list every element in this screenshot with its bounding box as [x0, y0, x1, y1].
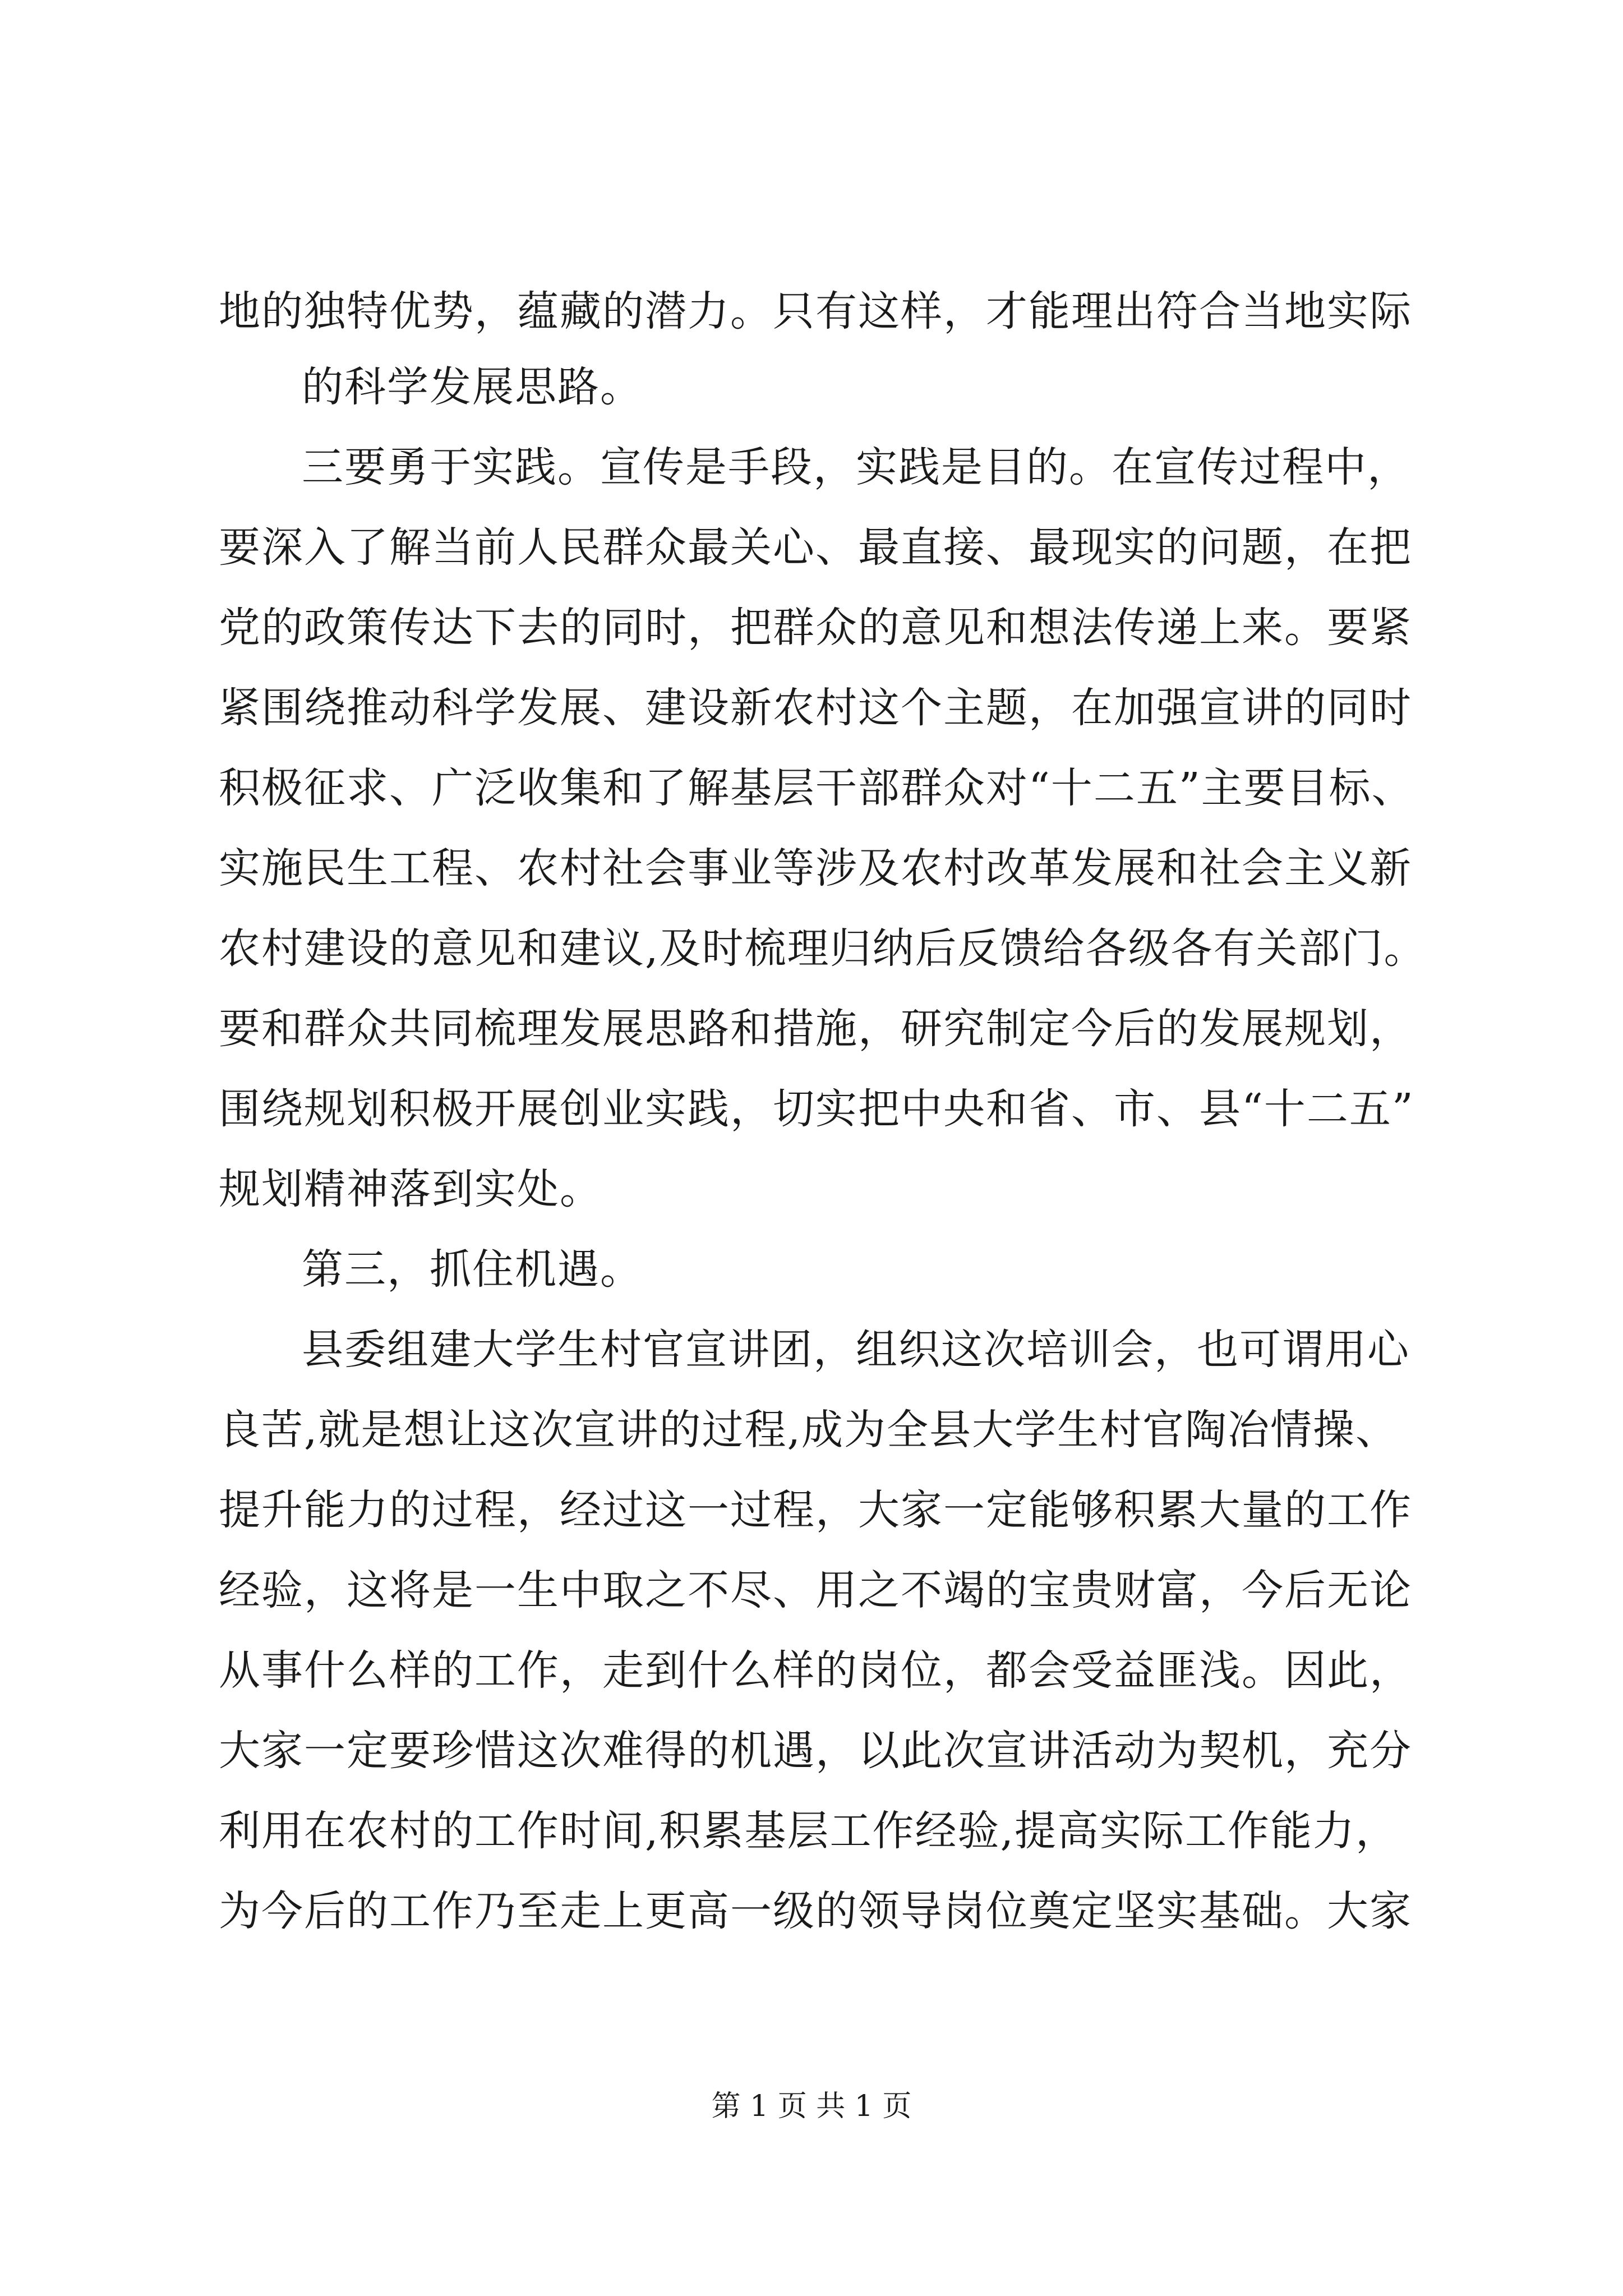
page-number-footer: 第 1 页 共 1 页: [711, 2090, 912, 2123]
body-line-12: 规划精神落到实处。: [219, 1165, 602, 1213]
body-line-9: 农村建设的意见和建议,及时梳理归纳后反馈给各级各有关部门。: [219, 924, 1427, 973]
body-line-1: 地的独特优势，蕴藏的潜力。只有这样，才能理出符合当地实际: [219, 287, 1412, 335]
body-line-6: 紧围绕推动科学发展、建设新农村这个主题，在加强宣讲的同时: [219, 684, 1412, 732]
body-line-18: 从事什么样的工作，走到什么样的岗位，都会受益匪浅。因此，: [219, 1646, 1412, 1695]
body-line-14: 县委组建大学生村官宣讲团，组织这次培训会，也可谓用心: [302, 1326, 1410, 1374]
body-line-3: 三要勇于实践。宣传是手段，实践是目的。在宣传过程中，: [302, 443, 1410, 491]
body-line-21: 为今后的工作乃至走上更高一级的领导岗位奠定坚实基础。大家: [219, 1887, 1412, 1935]
body-line-10: 要和群众共同梳理发展思路和措施，研究制定今后的发展规划，: [219, 1005, 1412, 1053]
body-line-15: 良苦,就是想让这次宣讲的过程,成为全县大学生村官陶冶情操、: [219, 1406, 1399, 1454]
body-line-17: 经验，这将是一生中取之不尽、用之不竭的宝贵财富，今后无论: [219, 1566, 1412, 1614]
body-line-4: 要深入了解当前人民群众最关心、最直接、最现实的问题，在把: [219, 523, 1412, 572]
body-line-5: 党的政策传达下去的同时，把群众的意见和想法传递上来。要紧: [219, 604, 1412, 652]
section-heading: 第三，抓住机遇。: [302, 1245, 643, 1294]
body-line-16: 提升能力的过程，经过这一过程，大家一定能够积累大量的工作: [219, 1486, 1412, 1534]
body-line-19: 大家一定要珍惜这次难得的机遇，以此次宣讲活动为契机，充分: [219, 1727, 1412, 1775]
body-line-20: 利用在农村的工作时间,积累基层工作经验,提高实际工作能力，: [219, 1807, 1399, 1855]
body-line-7: 积极征求、广泛收集和了解基层干部群众对“十二五”主要目标、: [219, 764, 1414, 812]
body-line-2: 的科学发展思路。: [302, 363, 643, 411]
body-line-11: 围绕规划积极开展创业实践，切实把中央和省、市、县“十二五”: [219, 1085, 1414, 1133]
body-line-8: 实施民生工程、农村社会事业等涉及农村改革发展和社会主义新: [219, 844, 1412, 892]
